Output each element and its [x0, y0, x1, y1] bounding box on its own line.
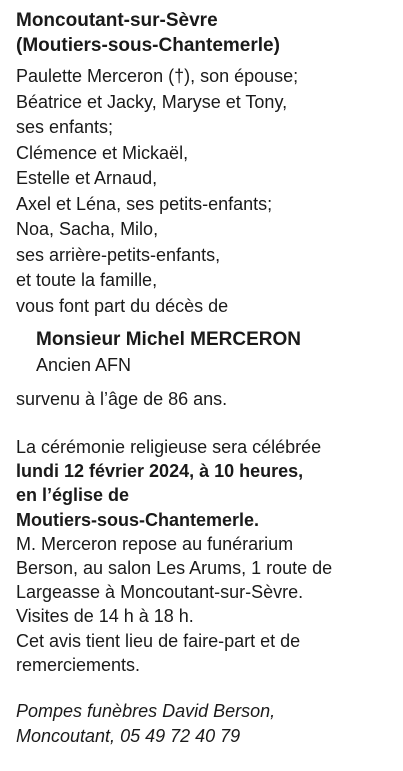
family-line: Paulette Merceron (†), son épouse;	[16, 66, 299, 86]
ceremony-line: remerciements.	[16, 654, 141, 675]
notice-heading	[16, 8, 396, 58]
obituary-notice	[16, 8, 396, 749]
funeral-home-name: Pompes funèbres David Berson,	[16, 701, 276, 722]
family-line: ses enfants;	[16, 117, 114, 137]
family-line: et toute la famille,	[16, 270, 158, 290]
heading-town: Moncoutant-sur-Sèvre	[16, 10, 218, 31]
ceremony-line: Berson, au salon Les Arums, 1 route de	[16, 558, 333, 579]
family-line: Béatrice et Jacky, Maryse et Tony,	[16, 91, 288, 112]
ceremony-intro: La cérémonie religieuse sera célébrée	[16, 437, 322, 457]
ceremony-line: Cet avis tient lieu de faire-part et de	[16, 630, 301, 651]
funeral-home-contact: Moncoutant, 05 49 72 40 79	[16, 726, 241, 747]
ceremony-line: Visites de 14 h à 18 h.	[16, 606, 194, 627]
deceased-block	[16, 327, 396, 377]
deceased-title: Ancien AFN	[36, 355, 132, 375]
ceremony-line: Largeasse à Moncoutant-sur-Sèvre.	[16, 582, 304, 603]
family-line: Axel et Léna, ses petits-enfants;	[16, 193, 273, 214]
ceremony-place-line: en l’église de	[16, 485, 130, 506]
family-line: Clémence et Mickaël,	[16, 142, 189, 163]
family-line: vous font part du décès de	[16, 295, 229, 316]
family-line: ses arrière-petits-enfants,	[16, 244, 221, 265]
ceremony-line: M. Merceron repose au funérarium	[16, 533, 294, 554]
ceremony-details	[16, 435, 396, 677]
funeral-home-credit	[16, 699, 396, 749]
family-line: Estelle et Arnaud,	[16, 168, 158, 188]
age-line: survenu à l’âge de 86 ans.	[16, 389, 228, 409]
ceremony-date-time: lundi 12 février 2024, à 10 heures,	[16, 461, 304, 482]
heading-village: (Moutiers-sous-Chantemerle)	[16, 35, 280, 56]
family-line: Noa, Sacha, Milo,	[16, 219, 159, 239]
ceremony-place-name: Moutiers-sous-Chantemerle.	[16, 509, 260, 530]
deceased-name: Monsieur Michel MERCERON	[36, 329, 301, 350]
family-announcement	[16, 64, 396, 319]
